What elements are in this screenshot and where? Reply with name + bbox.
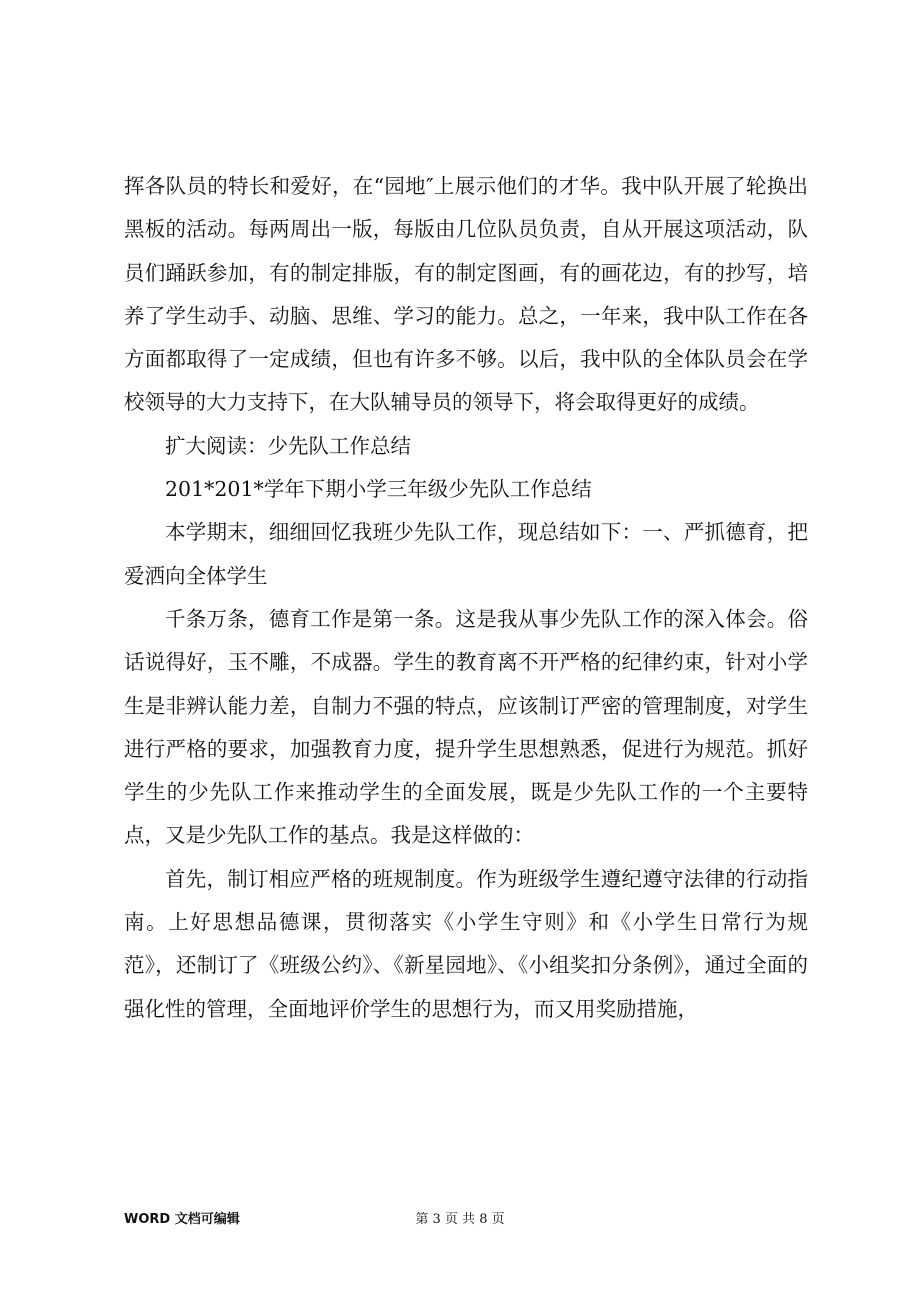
- footer-editable-label: WORD 文档可编辑: [124, 1212, 240, 1227]
- paragraph-6: 首先，制订相应严格的班规制度。作为班级学生遵纪遵守法律的行动指南。上好思想品德课，贯彻落实《小学生守则》和《小学生日常行为规范》，还制订了《班级公约》、《新星园地》、《小组奖扣分条例》，通过全面的强化性的管理，全面地评价学生的思想行为，而又用奖励措施，: [124, 866, 808, 1021]
- footer-page-indicator: 第 3 页 共 8 页: [415, 1212, 505, 1227]
- document-body: [124, 165, 808, 1031]
- paragraph-4: 本学期末，细细回忆我班少先队工作，现总结如下：一、严抓德育，把爱洒向全体学生: [124, 520, 808, 588]
- paragraph-5: 千条万条，德育工作是第一条。这是我从事少先队工作的深入体会。俗话说得好，玉不雕，不成器。学生的教育离不开严格的纪律约束，针对小学生是非辨认能力差，自制力不强的特点，应该制订严密的管理制度，对学生进行严格的要求，加强教育力度，提升学生思想熟悉，促进行为规范。抓好学生的少先队工作来推动学生的全面发展，既是少先队工作的一个主要特点，又是少先队工作的基点。我是这样做的：: [124, 606, 808, 848]
- paragraph-2: 扩大阅读：少先队工作总结: [165, 433, 411, 458]
- paragraph-3: 201*201*学年下期小学三年级少先队工作总结: [165, 477, 592, 502]
- paragraph-1: 挥各队员的特长和爱好，在“园地″上展示他们的才华。我中队开展了轮换出黑板的活动。每两周出一版，每版由几位队员负责，自从开展这项活动，队员们踊跃参加，有的制定排版，有的制定图画，有的画花边，有的抄写，培养了学生动手、动脑、思维、学习的能力。总之，一年来，我中队工作在各方面都取得了一定成绩，但也有许多不够。以后，我中队的全体队员会在学校领导的大力支持下，在大队辅导员的领导下，将会取得更好的成绩。: [124, 174, 808, 415]
